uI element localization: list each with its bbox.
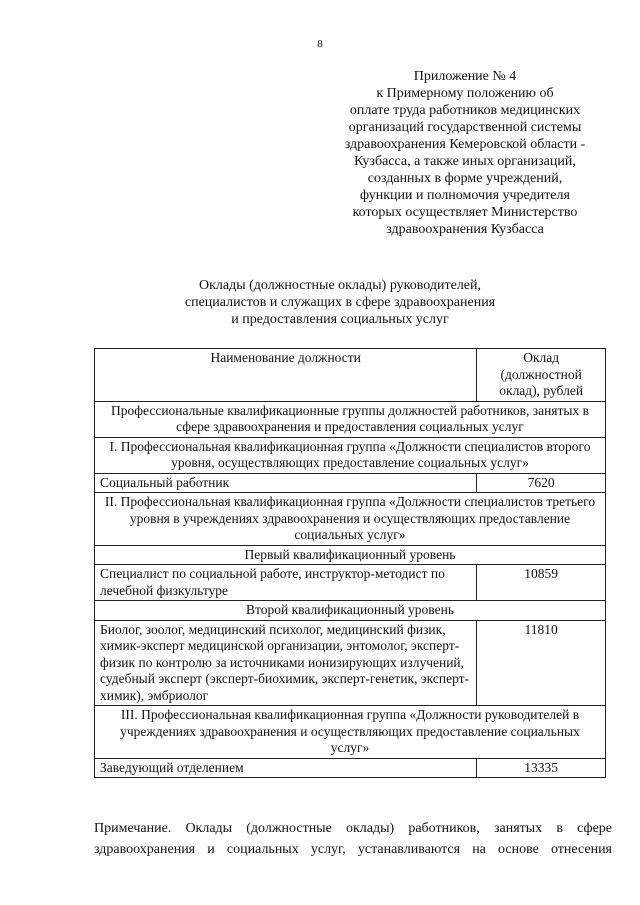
note-paragraph (94, 818, 612, 860)
group-title: Профессиональные квалификационные группы должностей работников, занятых в сфере здравоохранения и предоставления социальных услуг (95, 401, 606, 437)
salary-cell: 7620 (477, 473, 606, 493)
appendix-line: здравоохранения Кузбасса (386, 222, 544, 237)
header-salary-line: Оклад (523, 350, 560, 365)
qualification-group-row (95, 706, 606, 759)
qualification-level-row (95, 601, 606, 621)
appendix-line: оплате труда работников медицинских (349, 103, 581, 118)
salary-cell: 13335 (477, 758, 606, 778)
document-title (60, 277, 620, 328)
appendix-line: созданных в форме учреждений, (367, 171, 563, 186)
title-line: и предоставления социальных услуг (231, 312, 449, 327)
appendix-line: функции и полномочия учредителя (360, 188, 570, 203)
qualification-group-row (95, 493, 606, 546)
appendix-header (336, 68, 594, 238)
title-line: специалистов и служащих в сфере здравоохранения (184, 295, 496, 310)
header-position: Наименование должности (95, 349, 477, 402)
qualification-group-row (95, 437, 606, 473)
position-cell: Специалист по социальной работе, инструктор-методист по лечебной физкультуре (95, 565, 477, 601)
qualification-level-1: Первый квалификационный уровень (95, 545, 606, 565)
position-cell: Заведующий отделением (95, 758, 477, 778)
table-row (95, 758, 606, 778)
table-row (95, 565, 606, 601)
note-line: здравоохранения и социальных услуг, устанавливаются на основе отнесения (94, 842, 612, 857)
note-line: Примечание. Оклады (должностные оклады) работников, занятых в сфере (94, 821, 612, 836)
qualification-group-3: III. Профессиональная квалификационная группа «Должности руководителей в учреждениях здравоохранения и осуществляющих предоставление социальных услуг» (95, 706, 606, 759)
appendix-line: организаций государственной системы (348, 120, 582, 135)
header-salary-line: оклад), рублей (499, 383, 584, 398)
position-cell: Биолог, зоолог, медицинский психолог, медицинский физик, химик-эксперт медицинской организации, энтомолог, эксперт-физик по контролю за источниками ионизирующих излучений, судебный эксперт (эксперт-биохимик, эксперт-генетик, эксперт-химик), эмбриолог (95, 620, 477, 706)
page-number: 8 (317, 38, 323, 50)
appendix-line: Приложение № 4 (413, 69, 517, 84)
header-salary (477, 349, 606, 402)
qualification-group-2: II. Профессиональная квалификационная группа «Должности специалистов третьего уровня в учреждениях здравоохранения и осуществляющих предоставление социальных услуг» (95, 493, 606, 546)
header-salary-line: (должностной (500, 366, 582, 382)
appendix-line: здравоохранения Кемеровской области - (344, 137, 586, 152)
appendix-line: к Примерному положению об (376, 86, 554, 101)
table-row (95, 473, 606, 493)
salary-table (94, 348, 606, 778)
position-cell: Социальный работник (95, 473, 477, 493)
appendix-line: Кузбасса, а также иных организаций, (354, 154, 576, 169)
qualification-level-2: Второй квалификационный уровень (95, 601, 606, 621)
salary-cell: 11810 (477, 620, 606, 706)
group-title-row (95, 401, 606, 437)
appendix-line: которых осуществляет Министерство (352, 205, 578, 220)
qualification-level-row (95, 545, 606, 565)
table-header-row (95, 349, 606, 402)
salary-cell: 10859 (477, 565, 606, 601)
title-line: Оклады (должностные оклады) руководителей, (198, 278, 482, 293)
table-row (95, 620, 606, 706)
qualification-group-1: I. Профессиональная квалификационная группа «Должности специалистов второго уровня, осуществляющих предоставление социальных услуг» (95, 437, 606, 473)
